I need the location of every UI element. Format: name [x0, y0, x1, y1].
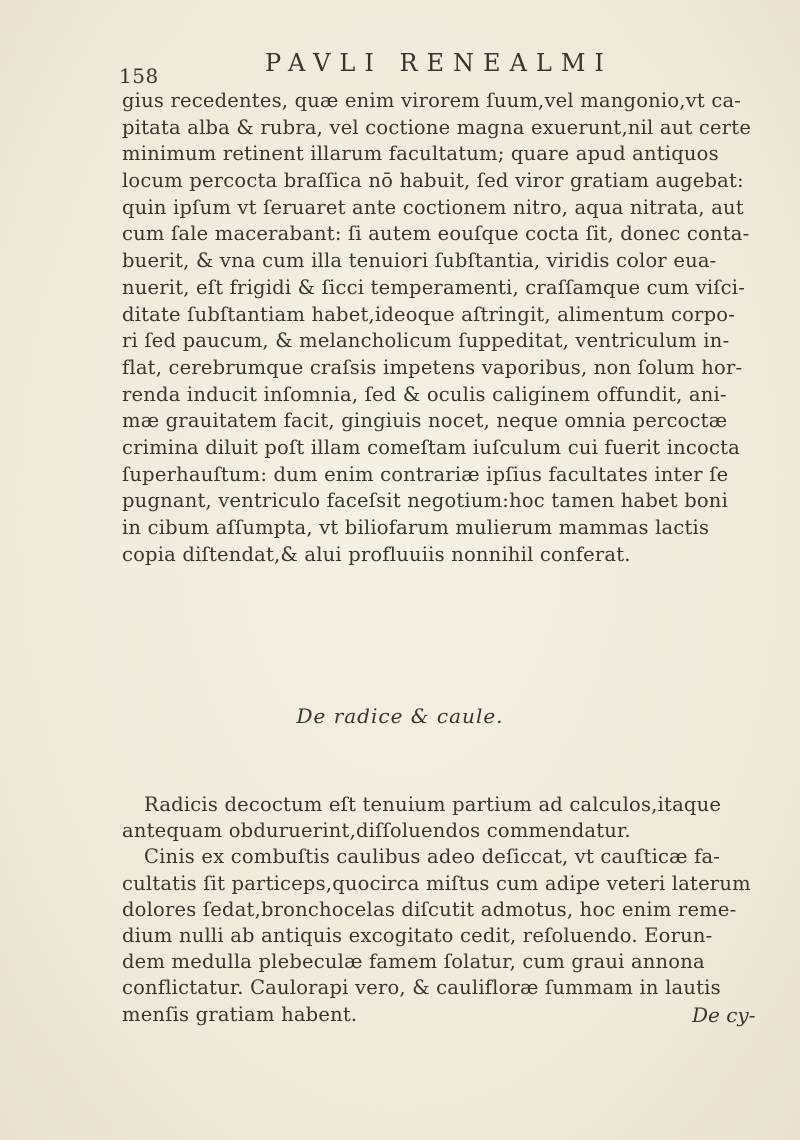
text-line: conflictatur. Caulorapi vero, & caulifloræ ſummam in lautis — [122, 976, 721, 1000]
text-line: Cinis ex combuſtis caulibus adeo deſiccat, vt cauſticæ fa- — [144, 845, 721, 869]
text-line: dium nulli ab antiquis excogitato cedit, reſoluendo. Eorun- — [122, 923, 713, 947]
text-line: buerit, & vna cum illa tenuiori ſubſtantia, viridis color eua- — [122, 249, 717, 273]
text-line: renda inducit inſomnia, ſed & oculis caliginem offundit, ani- — [122, 382, 727, 406]
text-line: copia diſtendat,& alui profluuiis nonnihil conferat. — [122, 542, 631, 566]
text-line: ditate ſubſtantiam habet,ideoque aſtringit, alimentum corpo- — [122, 302, 735, 326]
catchword: De cy- — [692, 1003, 756, 1027]
text-line: flat, cerebrumque craſsis impetens vaporibus, non ſolum hor- — [122, 355, 743, 379]
text-line: ſuperhauſtum: dum enim contrariæ ipſius facultates inter ſe — [122, 462, 729, 486]
text-line: pugnant, ventriculo faceſsit negotium:hoc tamen habet boni — [122, 489, 729, 513]
running-head: PAVLI RENEALMI — [265, 49, 613, 77]
paragraph-body-2 — [122, 792, 772, 1028]
text-line: Radicis decoctum eſt tenuium partium ad calculos,itaque — [144, 793, 722, 816]
section-heading-text: De radice & caule. — [296, 704, 504, 728]
text-line: menſis gratiam habent. — [122, 1002, 358, 1026]
text-line: ri ſed paucum, & melancholicum ſuppeditat, ventriculum in- — [122, 329, 730, 353]
text-line: cum ſale macerabant: ſi autem eouſque cocta ſit, donec conta- — [122, 222, 750, 246]
text-line: locum percocta braſſica nō habuit, ſed viror gratiam augebat: — [122, 169, 744, 193]
text-line: gius recedentes, quæ enim virorem ſuum,vel mangonio,vt ca- — [122, 89, 742, 112]
text-line: nuerit, eſt frigidi & ſicci temperamenti, craſſamque cum viſci- — [122, 275, 746, 299]
text-line: crimina diluit poſt illam comeſtam iuſculum cui fuerit incocta — [122, 435, 740, 459]
text-line: quin ipſum vt ſeruaret ante coctionem nitro, aqua nitrata, aut — [122, 195, 744, 219]
text-line: pitata alba & rubra, vel coctione magna exuerunt,nil aut certe — [122, 115, 752, 139]
text-line: minimum retinent illarum facultatum; quare apud antiquos — [122, 142, 719, 166]
text-line: dem medulla plebeculæ famem ſolatur, cum graui annona — [122, 950, 705, 974]
paragraph-body — [122, 88, 772, 568]
page-number: 158 — [119, 64, 159, 88]
section-heading — [0, 704, 800, 728]
text-line: dolores ſedat,bronchocelas diſcutit admotus, hoc enim reme- — [122, 897, 737, 921]
text-line: mæ grauitatem facit, gingiuis nocet, neque omnia percoctæ — [122, 409, 728, 433]
text-line: cultatis ſit particeps,quocirca miſtus cum adipe veteri laterum — [122, 871, 751, 895]
text-line: in cibum aſſumpta, vt biliofarum mulierum mammas lactis — [122, 516, 710, 539]
text-line: antequam obduruerint,diſſoluendos commendatur. — [122, 819, 631, 843]
